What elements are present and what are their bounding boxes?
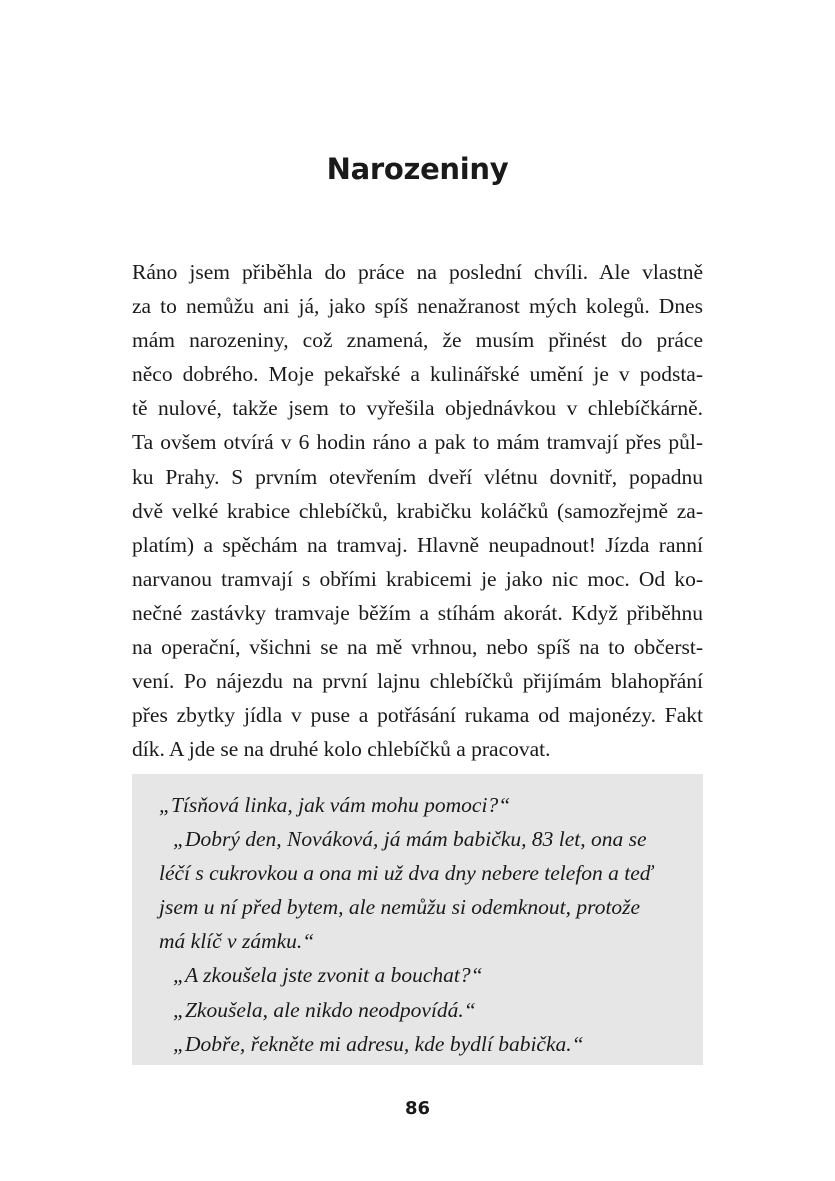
paragraph-line: ku Prahy. S prvním otevřením dveří vlétnu dovnitř, popadnu bbox=[132, 464, 703, 489]
dialog-line: léčí s cukrovkou a ona mi už dva dny nebere telefon a teď bbox=[159, 861, 653, 886]
paragraph-line: dvě velké krabice chlebíčků, krabičku koláčků (samozřejmě za- bbox=[132, 498, 703, 523]
dialog-line: „Tísňová linka, jak vám mohu pomoci?“ bbox=[159, 793, 511, 817]
dialog-line: „Dobrý den, Nováková, já mám babičku, 83 let, ona se bbox=[173, 827, 647, 852]
paragraph-line: Ráno jsem přiběhla do práce na poslední chvíli. Ale vlastně bbox=[132, 260, 703, 284]
chapter-title: Narozeniny bbox=[326, 152, 509, 186]
paragraph-line: dík. A jde se na druhé kolo chlebíčků a pracovat. bbox=[132, 737, 551, 762]
body-paragraph bbox=[132, 255, 703, 766]
paragraph-line: nečné zastávky tramvaje běžím a stíhám akorát. Když přiběhnu bbox=[132, 600, 703, 625]
paragraph-line: mám narozeniny, což znamená, že musím přinést do práce bbox=[132, 328, 703, 353]
paragraph-line: něco dobrého. Moje pekařské a kulinářské umění je v podsta- bbox=[132, 362, 703, 387]
paragraph-line: narvanou tramvají s obřími krabicemi je jako nic moc. Od ko- bbox=[132, 566, 703, 591]
dialog-line: jsem u ní před bytem, ale nemůžu si odemknout, protože bbox=[159, 895, 641, 920]
dialog-line: „Zkoušela, ale nikdo neodpovídá.“ bbox=[173, 997, 476, 1022]
page-number: 86 bbox=[404, 1098, 431, 1119]
dialog-box bbox=[132, 774, 703, 1065]
paragraph-line: na operační, všichni se na mě vrhnou, nebo spíš na to občerst- bbox=[132, 635, 703, 660]
paragraph-line: platím) a spěchám na tramvaj. Hlavně neupadnout! Jízda ranní bbox=[132, 532, 703, 557]
paragraph-line: přes zbytky jídla v puse a potřásání rukama od majonézy. Fakt bbox=[132, 703, 703, 728]
paragraph-line: za to nemůžu ani já, jako spíš nenažranost mých kolegů. Dnes bbox=[132, 294, 703, 319]
paragraph-line: Ta ovšem otvírá v 6 hodin ráno a pak to mám tramvají přes půl- bbox=[132, 430, 703, 455]
dialog-transcript bbox=[159, 788, 676, 1061]
dialog-line: „Dobře, řekněte mi adresu, kde bydlí babička.“ bbox=[173, 1031, 584, 1056]
paragraph-line: vení. Po nájezdu na první lajnu chlebíčků přijímám blahopřání bbox=[132, 669, 703, 694]
dialog-line: „A zkoušela jste zvonit a bouchat?“ bbox=[173, 963, 483, 988]
dialog-line: má klíč v zámku.“ bbox=[159, 929, 315, 954]
paragraph-line: tě nulové, takže jsem to vyřešila objednávkou v chlebíčkárně. bbox=[132, 396, 703, 421]
